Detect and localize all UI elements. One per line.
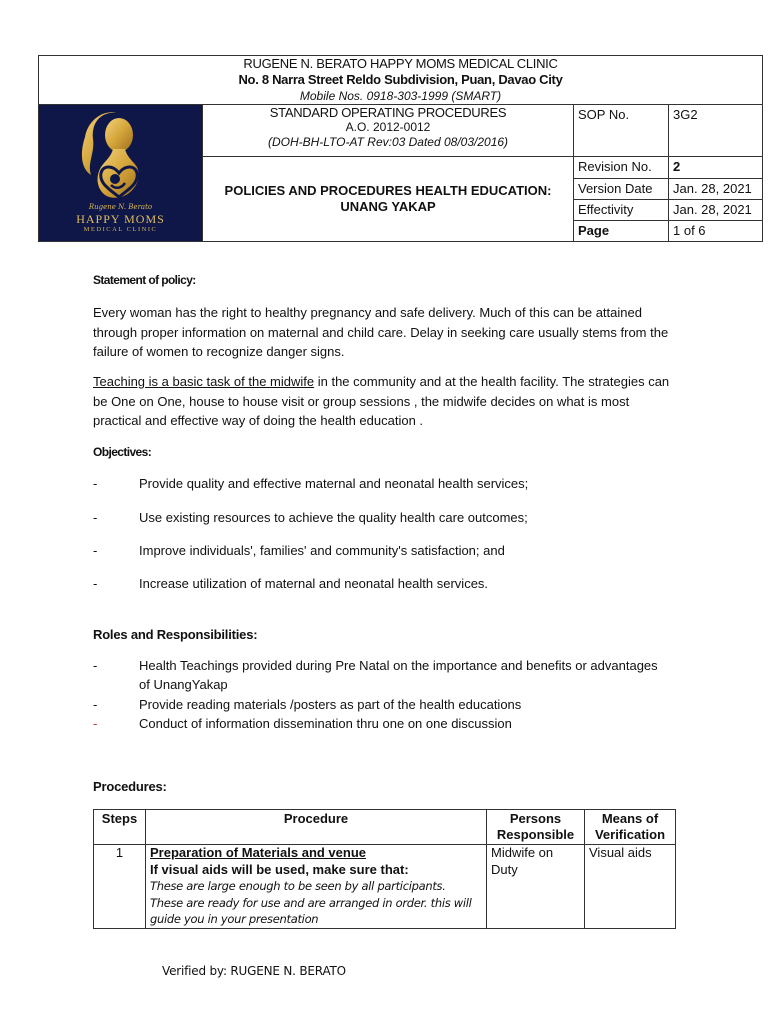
version-date-value: Jan. 28, 2021 (669, 179, 763, 200)
statement-heading: Statement of policy: (93, 273, 196, 287)
sop-title: STANDARD OPERATING PROCEDURES (269, 105, 507, 120)
revision-value: 2 (669, 157, 763, 179)
effectivity-label: Effectivity (574, 200, 669, 221)
page-value: 1 of 6 (669, 221, 763, 242)
procedure-subtitle: If visual aids will be used, make sure that: (150, 861, 409, 877)
sop-ao: A.O. 2012-0012 (345, 120, 431, 134)
clinic-name: RUGENE N. BERATO HAPPY MOMS MEDICAL CLINIC (243, 56, 558, 71)
means-of-verification: Visual aids (585, 845, 676, 929)
policy-title: POLICIES AND PROCEDURES HEALTH EDUCATION: UNANG YAKAP (203, 157, 574, 242)
objective-item: - Improve individuals', families' and community's satisfaction; and (93, 543, 505, 558)
role-item: - Health Teachings provided during Pre Natal on the importance and benefits or advantages of UnangYakap (93, 658, 658, 692)
column-header-steps: Steps (94, 810, 146, 845)
statement-underlined-text: Teaching is a basic task of the midwife (93, 374, 315, 389)
verified-by: Verified by: RUGENE N. BERATO (162, 964, 346, 978)
objective-item: - Use existing resources to achieve the quality health care outcomes; (93, 510, 528, 525)
roles-heading: Roles and Responsibilities: (93, 627, 258, 642)
sop-doh: (DOH-BH-LTO-AT Rev:03 Dated 08/03/2016) (267, 135, 509, 149)
statement-paragraph-1: Every woman has the right to healthy pregnancy and safe delivery. Much of this can be attained through proper information on maternal and child care. Delay in seeking care usually stems from the failure of women to recognize danger signs. (93, 305, 669, 359)
objective-item: - Provide quality and effective maternal and neonatal health services; (93, 476, 529, 491)
statement-paragraph-2-text: in the community and at the health facility. The strategies can be One on One, house to house visit or group sessions , the midwife decides on what is most practical and effective way of doing the health education . (93, 374, 670, 428)
page-label: Page (574, 221, 669, 242)
sop-no-label: SOP No. (574, 105, 669, 157)
persons-responsible: Midwife on Duty (487, 845, 585, 929)
statement-paragraph-2 (93, 372, 673, 431)
objective-item: - Increase utilization of maternal and neonatal health services. (93, 576, 489, 591)
role-item: - Provide reading materials /posters as part of the health educations (93, 697, 522, 712)
step-number: 1 (94, 845, 146, 929)
table-row (94, 845, 676, 929)
clinic-address: No. 8 Narra Street Reldo Subdivision, Puan, Davao City (238, 72, 563, 87)
revision-label: Revision No. (574, 157, 669, 179)
clinic-logo (39, 105, 203, 242)
procedures-heading: Procedures: (93, 779, 167, 794)
sop-title-cell (203, 105, 574, 157)
role-item: - Conduct of information dissemination thru one on one discussion (93, 716, 512, 731)
version-date-label: Version Date (574, 179, 669, 200)
document-header-table (38, 55, 763, 242)
logo-subtitle: MEDICAL CLINIC (83, 226, 158, 233)
logo-name: HAPPY MOMS (76, 212, 165, 226)
procedure-cell (146, 845, 487, 929)
sop-no-value: 3G2 (669, 105, 763, 157)
procedure-line: These are ready for use and are arranged in order. this will guide you in your presentation (150, 895, 472, 926)
procedure-title: Preparation of Materials and venue (150, 845, 367, 860)
procedures-table (93, 809, 676, 929)
column-header-procedure: Procedure (146, 810, 487, 845)
procedure-line: These are large enough to be seen by all participants. (150, 879, 446, 893)
objectives-heading: Objectives: (93, 445, 152, 459)
logo-signature: Rugene N. Berato (88, 203, 153, 211)
column-header-verification: Means of Verification (585, 810, 676, 845)
clinic-info-cell (39, 56, 763, 105)
effectivity-value: Jan. 28, 2021 (669, 200, 763, 221)
clinic-mobile: Mobile Nos. 0918-303-1999 (SMART) (299, 89, 502, 103)
column-header-persons: Persons Responsible (487, 810, 585, 845)
